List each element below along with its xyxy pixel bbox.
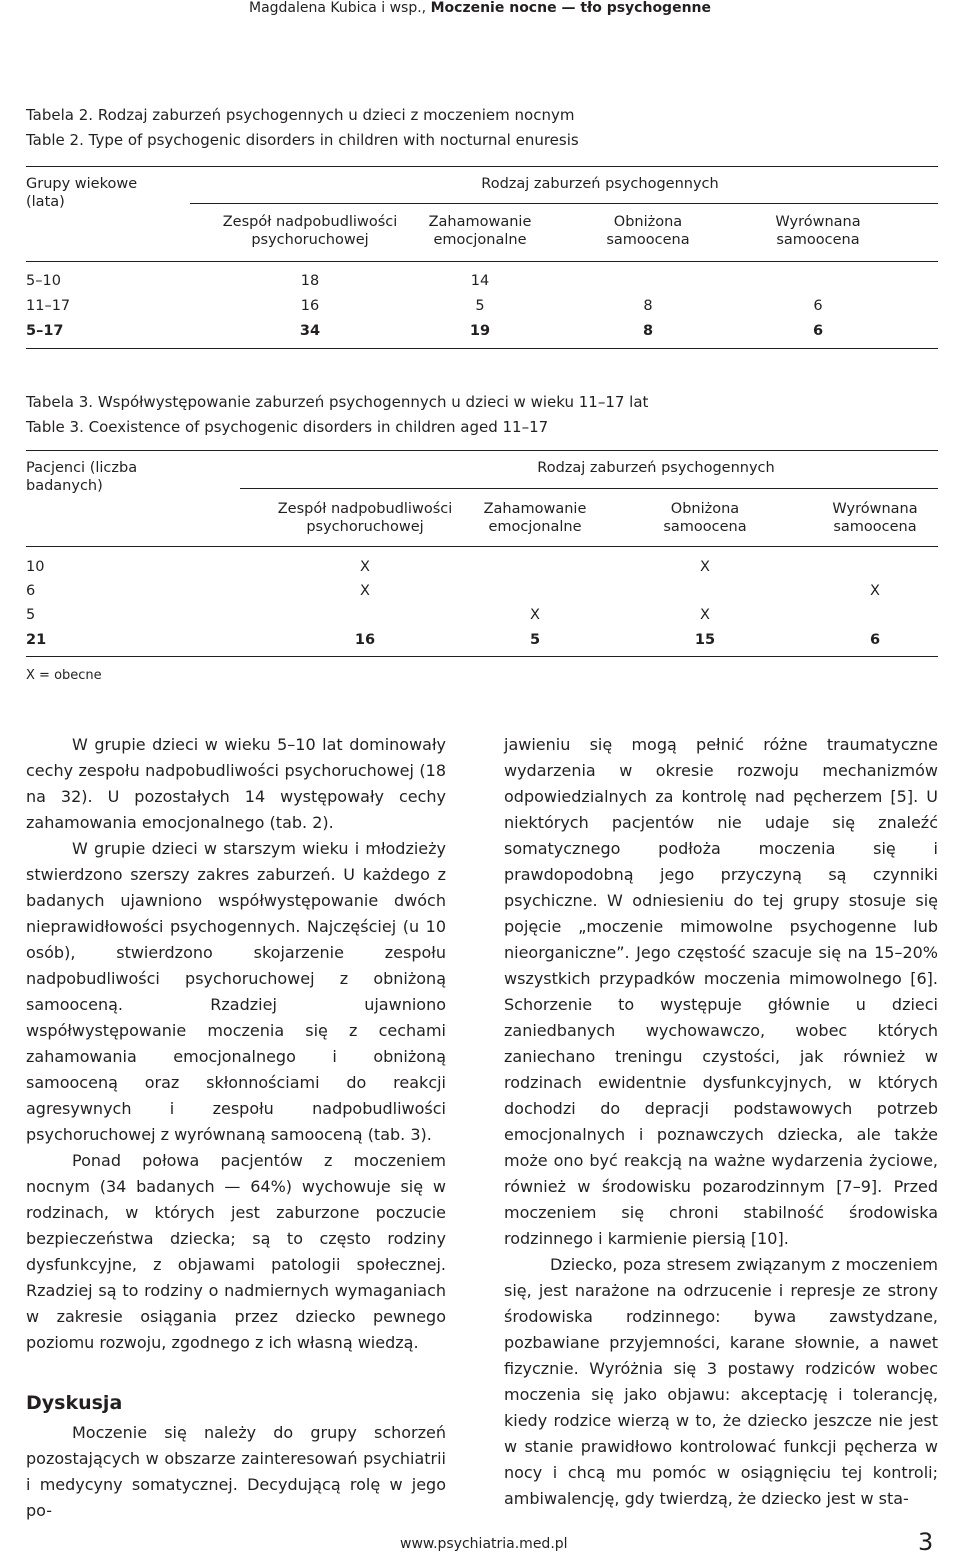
table3-cell: X (700, 559, 710, 575)
table3-bottom-rule (26, 656, 938, 657)
table3-caption-pl: Tabela 3. Współwystępowanie zaburzeń psychogennych u dzieci w wieku 11–17 lat (26, 393, 649, 411)
table2-bottom-rule (26, 348, 938, 349)
table2-col-4: Wyrównana samoocena (775, 214, 861, 248)
table3-top-rule (26, 450, 938, 451)
table2-cell: 16 (300, 298, 320, 314)
table2-row-label: 5–17 (26, 323, 64, 339)
footer-url: www.psychiatria.med.pl (400, 1536, 568, 1552)
table3-col-4: Wyrównana samoocena (832, 501, 918, 535)
table2-cell: 14 (470, 273, 490, 289)
table3-caption-en: Table 3. Coexistence of psychogenic disorders in children aged 11–17 (26, 418, 549, 436)
header-authors: Magdalena Kubica i wsp., (248, 0, 427, 16)
table3-cell: 5 (529, 632, 541, 648)
table2-cell: 6 (812, 323, 824, 339)
table3-row-label: 10 (26, 559, 45, 575)
table2-cell: 8 (643, 298, 653, 314)
table2-cell: 5 (475, 298, 485, 314)
header-title: Moczenie nocne — tło psychogenne (430, 0, 712, 16)
section-heading: Dyskusja (26, 1392, 123, 1414)
table3-cell: 6 (869, 632, 881, 648)
paragraph: Ponad połowa pacjentów z moczeniem nocnym (34 badanych — 64%) wychowuje się w rodzinach, w których jest zaburzone poczucie bezpieczeństwa dziecka; są to często rodziny dysfunkcyjne, z objawami patologii społecznej. Rzadziej są to rodziny o nadmiernych wymaganiach w zakresie osiągania przez dziecko pewnego poziomu rozwoju, zgodnego z ich własną wiedzą. (26, 1151, 446, 1352)
table3-col-1: Zespół nadpobudliwości psychoruchowej (277, 501, 453, 535)
right-column (504, 732, 938, 1512)
table2-cell: 18 (300, 273, 320, 289)
table2-row-label: 5–10 (26, 273, 61, 289)
table2-group-header: Rodzaj zaburzeń psychogennych (481, 176, 719, 192)
table3-group-header: Rodzaj zaburzeń psychogennych (537, 460, 775, 476)
table2-col-2: Zahamowanie emocjonalne (428, 214, 532, 248)
paragraph: jawieniu się mogą pełnić różne traumatyczne wydarzenia w okresie rozwoju mechanizmów odpowiedzialnych za kontrolę nad pęcherzem [5]. U niektórych pacjentów nie udaje się znaleźć somatycznego podłoża moczenia się i prawdopodobną jego przyczyną są czynniki psychiczne. W odniesieniu do tej grupy stosuje się pojęcie „moczenie mimowolne psychogenne lub nieorganiczne”. Jego częstość szacuje się na 15–20% wszystkich przypadków moczenia mimowolnego [6]. Schorzenie to występuje głównie u dzieci zaniedbanych wychowawczo, wobec których zaniechano treningu czystości, jak również w rodzinach ewidentnie dysfunkcyjnych, w których dochodzi do depracji podstawowych potrzeb emocjonalnych i poznawczych dziecka, ale także może ono być reakcją na ważne wydarzenia życiowe, również w środowisku pozarodzinnym [7–9]. Przed moczeniem się chroni stabilność środowiska rodzinnego i karmienie piersią [10]. (504, 735, 938, 1248)
table3-row-header: Pacjenci (liczba badanych) (26, 460, 138, 494)
paragraph: Moczenie się należy do grupy schorzeń pozostających w obszarze zainteresowań psychiatrii i medycyny somatycznej. Decydującą rolę w jego po- (26, 1423, 446, 1520)
table3-row-label: 21 (26, 632, 47, 648)
table2-col-1: Zespół nadpobudliwości psychoruchowej (222, 214, 398, 248)
table3-row-label: 5 (26, 607, 36, 623)
table3-cell: X (870, 583, 880, 599)
table2-caption-en: Table 2. Type of psychogenic disorders in children with nocturnal enuresis (26, 131, 579, 149)
table2-header-rule (26, 261, 938, 262)
page-number: 3 (918, 1528, 934, 1556)
table2-cell: 19 (469, 323, 491, 339)
table3-col-2: Zahamowanie emocjonalne (483, 501, 587, 535)
table2-cell: 34 (299, 323, 321, 339)
table3-cell: 15 (694, 632, 716, 648)
table3-cell: X (700, 607, 710, 623)
table3-col-3: Obniżona samoocena (663, 501, 747, 535)
paragraph: W grupie dzieci w wieku 5–10 lat dominowały cechy zespołu nadpobudliwości psychoruchowej (18 na 32). U pozostałych 14 występowały cechy zahamowania emocjonalnego (tab. 2). (26, 735, 446, 832)
table2-col-3: Obniżona samoocena (606, 214, 690, 248)
table2-row-header: Grupy wiekowe (lata) (26, 176, 138, 210)
table3-note: X = obecne (26, 668, 102, 683)
table3-cell: 16 (354, 632, 376, 648)
paragraph: W grupie dzieci w starszym wieku i młodzieży stwierdzono szerszy zakres zaburzeń. U każdego z badanych ujawniono współwystępowanie dwóch nieprawidłowości psychogennych. Najczęściej (u 10 osób), stwierdzono skojarzenie zespołu nadpobudliwości psychoruchowej z obniżoną samooceną. Rzadziej ujawniono współwystępowanie moczenia się z cechami zahamowania emocjonalnego i obniżoną samooceną oraz skłonnościami do reakcji agresywnych i zespołu nadpobudliwości psychoruchowej z wyrównaną samooceną (tab. 3). (26, 839, 446, 1144)
table3-row-label: 6 (26, 583, 36, 599)
table2-caption-pl: Tabela 2. Rodzaj zaburzeń psychogennych u dzieci z moczeniem nocnym (26, 106, 575, 124)
left-column (26, 732, 446, 1524)
table3-cell: X (360, 559, 370, 575)
table2-cell: 8 (642, 323, 654, 339)
paragraph: Dziecko, poza stresem związanym z moczeniem się, jest narażone na odrzucenie i represje ze strony środowiska rodzinnego: bywa zawstydzane, pozbawiane przyjemności, karane słownie, a nawet fizycznie. Wyróżnia się 3 postawy rodziców wobec moczenia się jako objawu: akceptację i tolerancję, kiedy rodzice wierzą w to, że dziecko jeszcze nie jest w stanie prawidłowo kontrolować funkcji pęcherza w nocy i chcą mu pomóc w osiągnięciu tej kontroli; ambiwalencję, gdy twierdzą, że dziecko jest w sta- (504, 1255, 938, 1508)
table2-cell: 6 (813, 298, 823, 314)
table2-top-rule (26, 166, 938, 167)
table3-group-rule (240, 488, 938, 489)
table2-group-rule (190, 203, 938, 204)
table3-cell: X (360, 583, 370, 599)
running-header (0, 0, 960, 16)
table2-row-label: 11–17 (26, 298, 71, 314)
table3-cell: X (530, 607, 540, 623)
table3-header-rule (26, 546, 938, 547)
